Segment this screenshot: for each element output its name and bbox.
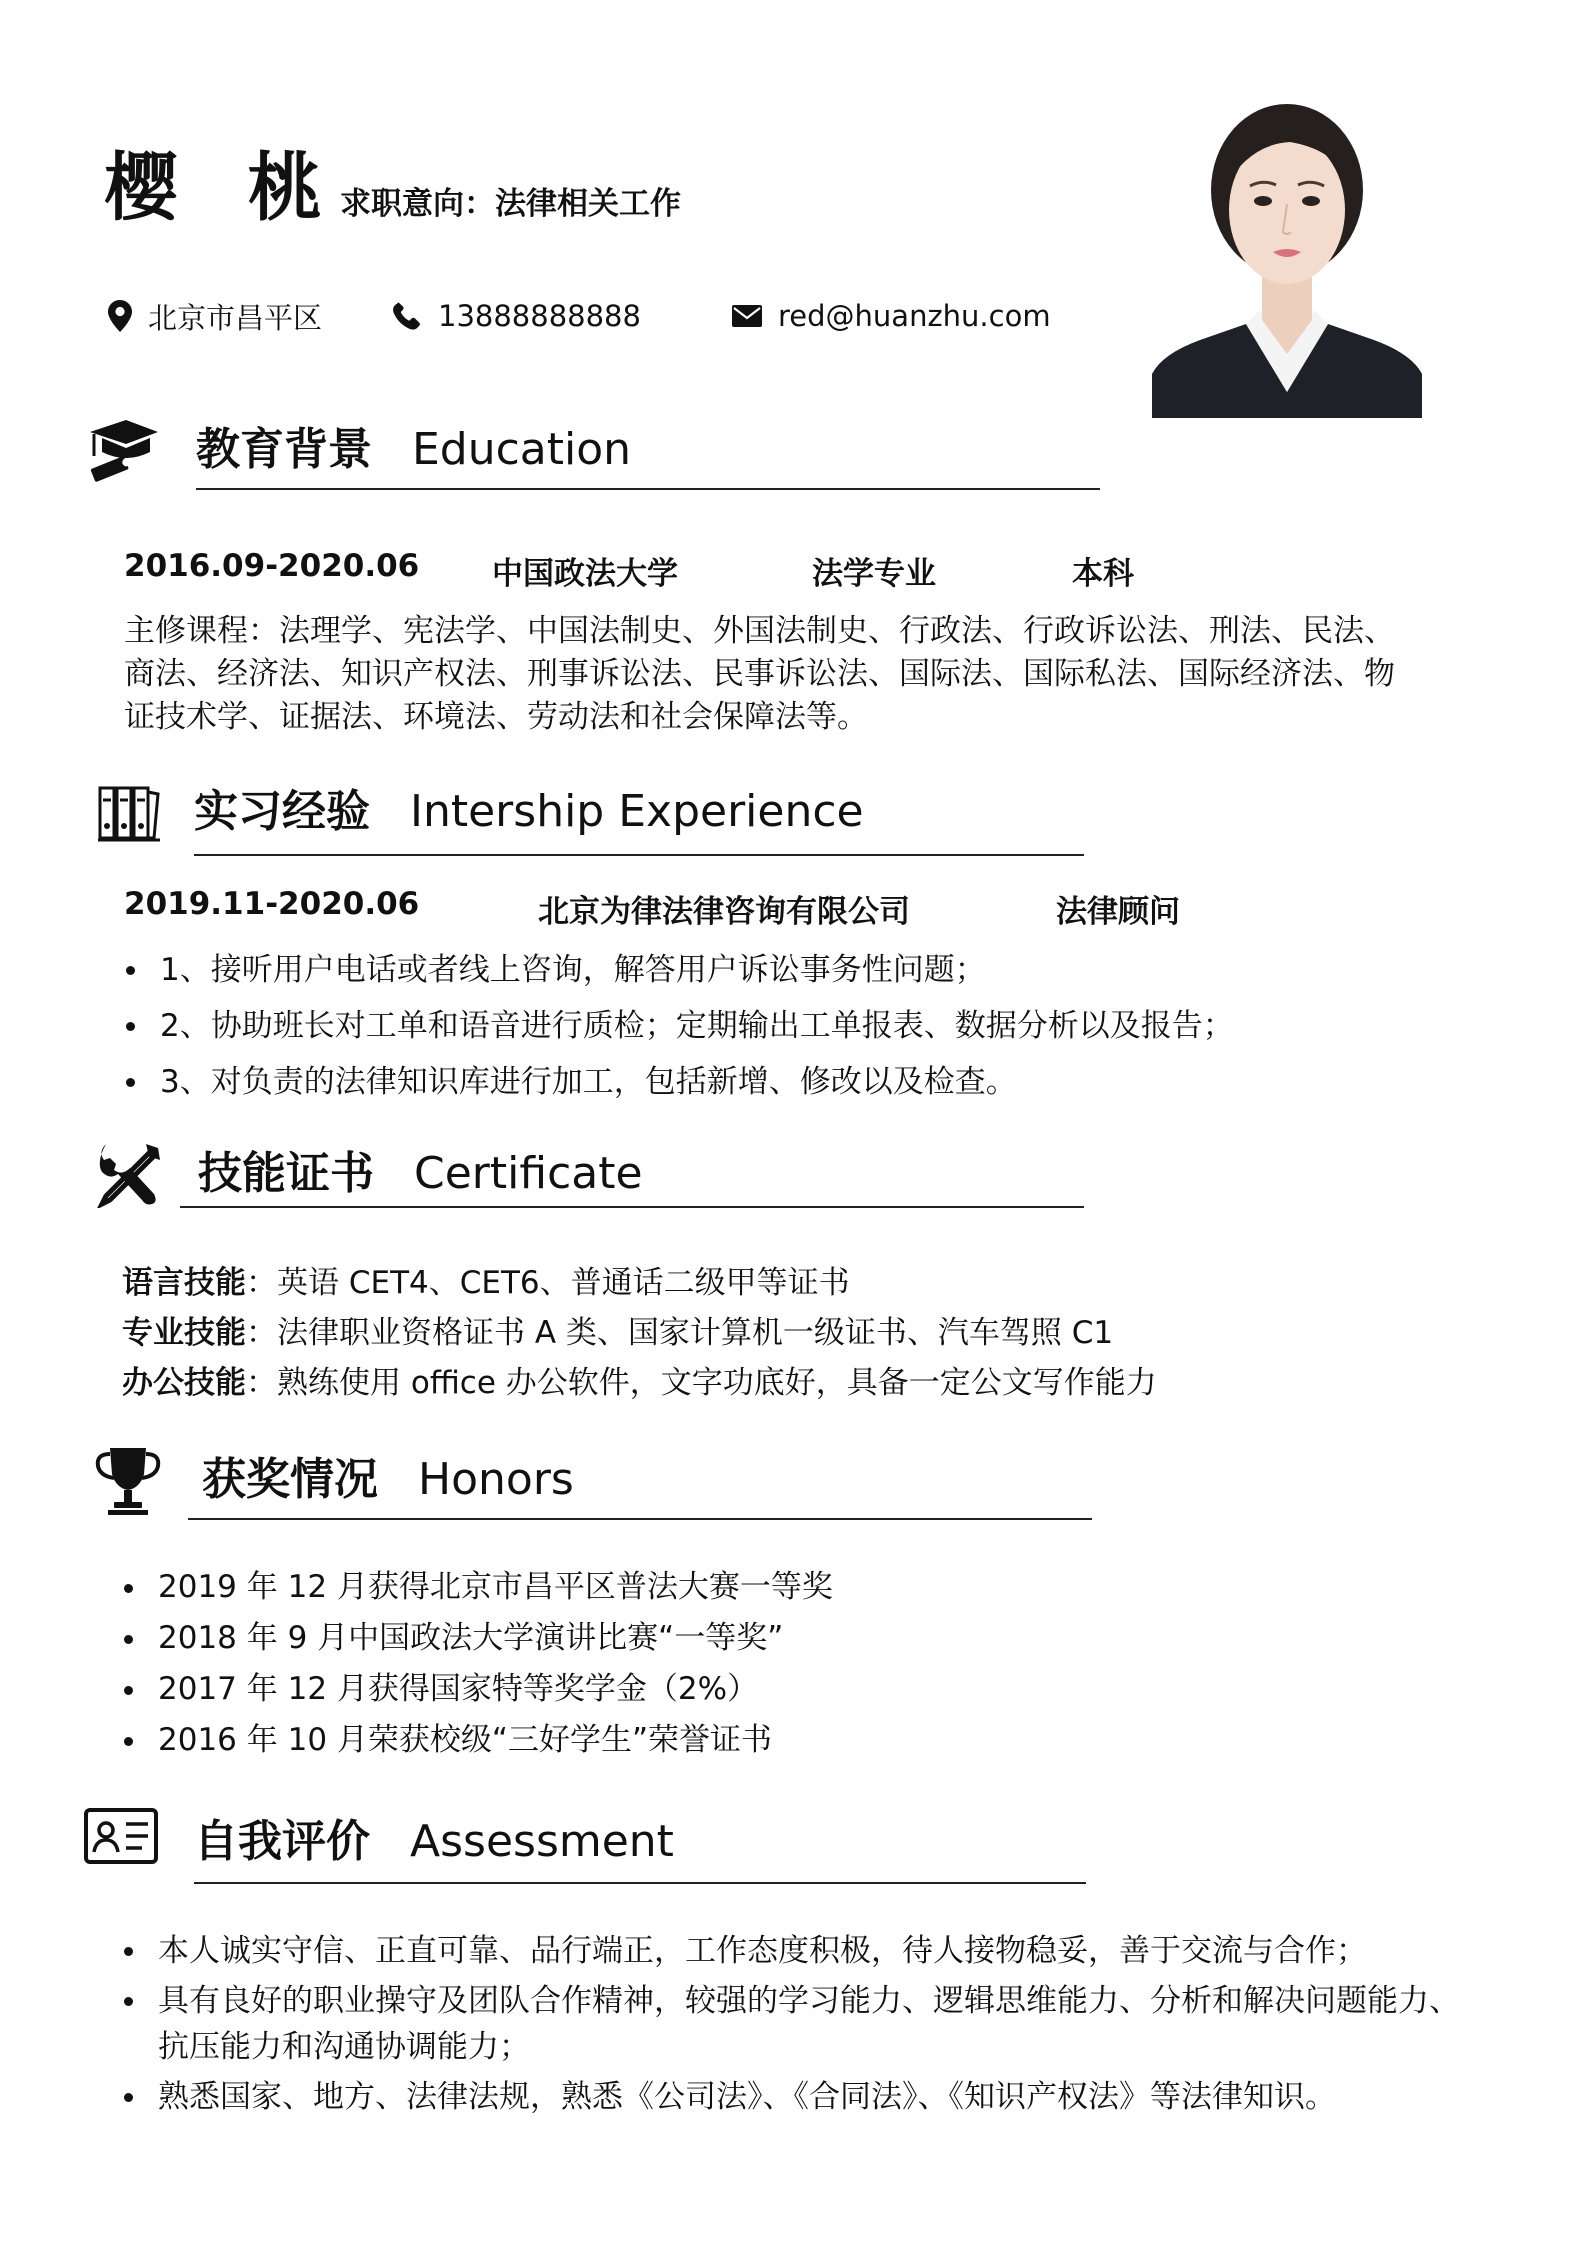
education-major: 法学专业 [812,556,936,592]
skills-list [122,1258,1157,1408]
section-title-education [196,422,631,478]
section-title-en: Intership Experience [410,786,864,837]
list-item: 具有良好的职业操守及团队合作精神，较强的学习能力、逻辑思维能力、分析和解决问题能力、抗压能力和沟通协调能力； [122,1978,1462,2070]
list-item: 2017 年 12 月获得国家特等奖学金（2%） [122,1664,1422,1715]
skill-text: ：熟练使用 office 办公软件，文字功底好，具备一定公文写作能力 [246,1365,1157,1401]
skill-label: 办公技能 [122,1365,246,1401]
tools-icon [96,1140,164,1208]
section-divider [180,1206,1084,1208]
section-title-en: Honors [418,1454,574,1505]
section-divider [194,854,1084,856]
education-period: 2016.09-2020.06 [124,548,420,584]
section-title-cn: 实习经验 [194,786,370,837]
skill-text: ：英语 CET4、CET6、普通话二级甲等证书 [246,1265,850,1301]
list-item: 2016 年 10 月荣获校级“三好学生”荣誉证书 [122,1715,1422,1766]
job-objective: 求职意向：法律相关工作 [340,186,681,222]
list-item: 2、协助班长对工单和语音进行质检；定期输出工单报表、数据分析以及报告； [124,998,1444,1054]
section-title-skills [198,1146,643,1202]
email-icon [732,305,762,327]
portrait-image [1152,92,1422,418]
section-title-en: Education [412,424,632,475]
assessment-list [122,1928,1462,2120]
trophy-icon [92,1444,164,1516]
section-title-internship [194,784,864,840]
section-title-cn: 教育背景 [196,424,372,475]
binders-icon [98,784,162,842]
section-title-honors [202,1452,574,1508]
list-item: 熟悉国家、地方、法律法规，熟悉《公司法》、《合同法》、《知识产权法》等法律知识。 [122,2074,1462,2120]
skill-line [122,1358,1157,1408]
skill-label: 语言技能 [122,1265,246,1301]
internship-duties [124,942,1444,1110]
section-title-cn: 技能证书 [198,1148,374,1199]
graduation-cap-icon [88,418,160,486]
courses-line: 商法、经济法、知识产权法、刑事诉讼法、民事诉讼法、国际法、国际私法、国际经济法、物 [124,656,1395,692]
section-divider [196,488,1100,490]
phone-number: 13888888888 [438,299,641,333]
profile-photo [1152,92,1422,418]
skill-text: ：法律职业资格证书 A 类、国家计算机一级证书、汽车驾照 C1 [246,1315,1114,1351]
location-pin-icon [108,300,132,332]
skill-line [122,1308,1157,1358]
section-title-en: Assessment [410,1816,674,1867]
id-card-icon [84,1808,158,1864]
section-divider [194,1882,1086,1884]
list-item: 2018 年 9 月中国政法大学演讲比赛“一等奖” [122,1613,1422,1664]
courses-line: 主修课程：法理学、宪法学、中国法制史、外国法制史、行政法、行政诉讼法、刑法、民法、 [124,613,1395,649]
education-entry [124,548,1134,592]
internship-entry [124,886,1180,930]
email-address[interactable]: red@huanzhu.com [778,299,1051,333]
list-item: 本人诚实守信、正直可靠、品行端正，工作态度积极，待人接物稳妥，善于交流与合作； [122,1928,1462,1974]
list-item: 3、对负责的法律知识库进行加工，包括新增、修改以及检查。 [124,1054,1444,1110]
contact-phone [392,296,641,336]
location-text: 北京市昌平区 [148,300,323,335]
list-item: 1、接听用户电话或者线上咨询，解答用户诉讼事务性问题； [124,942,1444,998]
internship-period: 2019.11-2020.06 [124,886,420,922]
contact-location [108,296,322,336]
education-school: 中国政法大学 [492,556,678,592]
skill-line [122,1258,1157,1308]
internship-company: 北京为律法律咨询有限公司 [538,894,910,930]
section-title-assessment [194,1814,674,1870]
internship-position: 法律顾问 [1056,894,1180,930]
section-divider [188,1518,1092,1520]
skill-label: 专业技能 [122,1315,246,1351]
contact-email [732,296,1051,336]
section-title-cn: 获奖情况 [202,1454,378,1505]
education-courses [124,610,1444,739]
honors-list [122,1562,1422,1766]
list-item: 2019 年 12 月获得北京市昌平区普法大赛一等奖 [122,1562,1422,1613]
candidate-name: 樱 桃 [104,145,344,231]
section-title-en: Certificate [414,1148,643,1199]
courses-line: 证技术学、证据法、环境法、劳动法和社会保障法等。 [124,699,868,735]
phone-icon [392,301,422,331]
education-degree: 本科 [1072,556,1134,592]
section-title-cn: 自我评价 [194,1816,370,1867]
